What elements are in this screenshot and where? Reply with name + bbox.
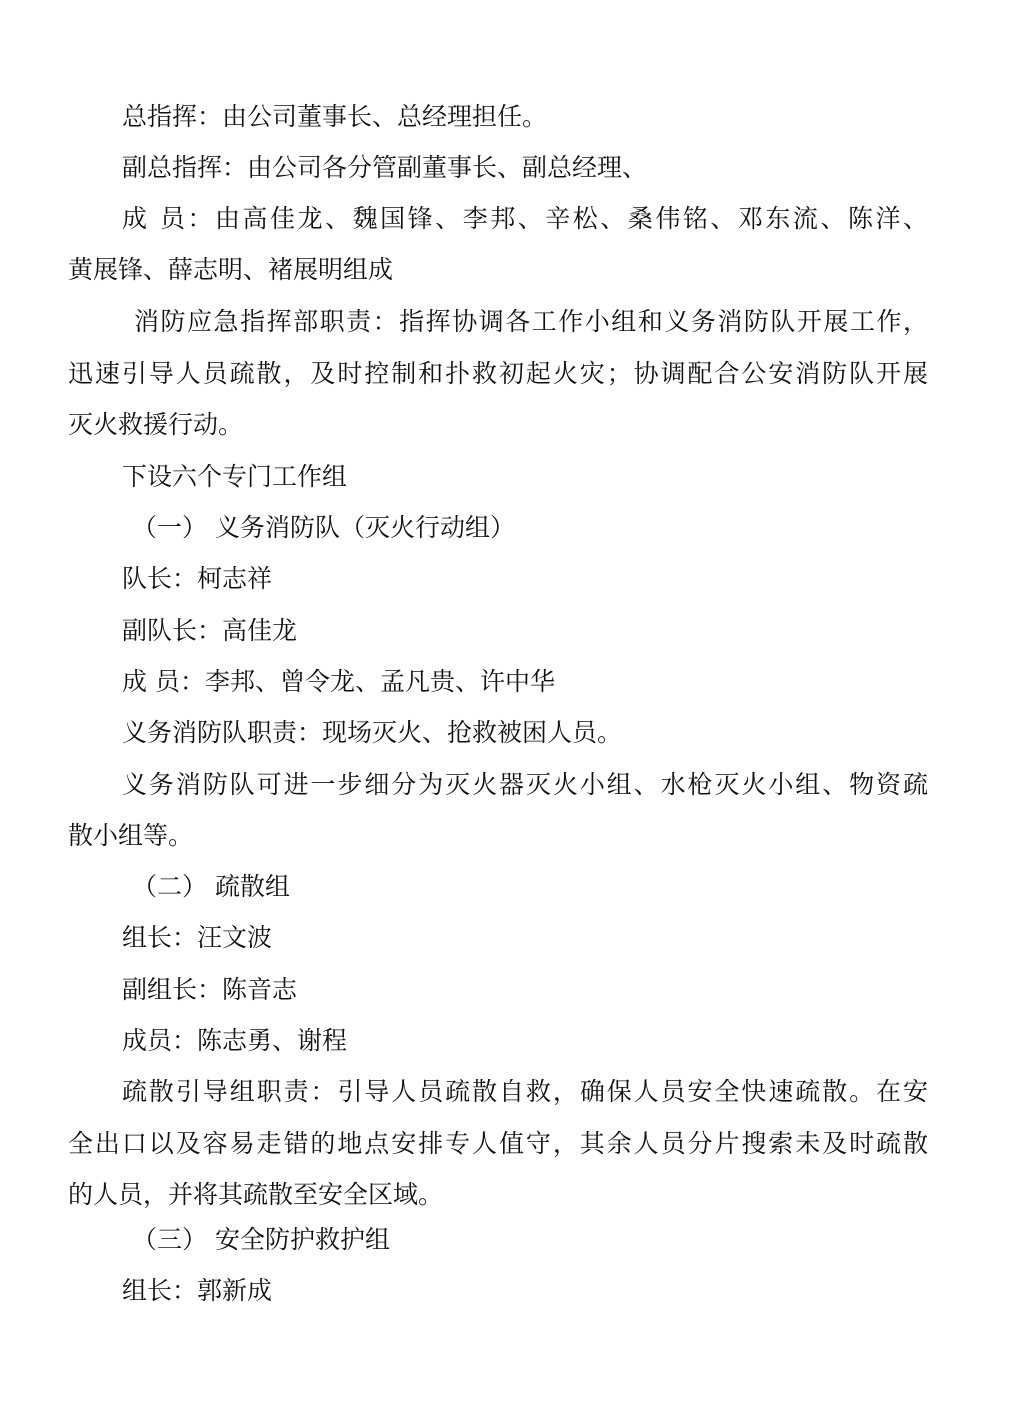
deputy-team-leader-line: 副队长：高佳龙 (122, 616, 298, 645)
duties-paragraph-line-3: 灭火救援行动。 (68, 410, 244, 439)
section-heading-1: （一） 义务消防队（灭火行动组） (132, 513, 515, 542)
safety-leader-line: 组长：郭新成 (122, 1276, 273, 1305)
evacuation-deputy-line: 副组长：陈音志 (122, 975, 298, 1004)
evacuation-duties-line-3: 的人员，并将其疏散至安全区域。 (68, 1180, 444, 1209)
commander-line: 总指挥：由公司董事长、总经理担任。 (122, 102, 548, 131)
team-leader-line: 队长：柯志祥 (122, 564, 273, 593)
duties-paragraph-line-2: 迅速引导人员疏散，及时控制和扑救初起火灾；协调配合公安消防队开展 (68, 359, 928, 388)
members-line: 成 员：由高佳龙、魏国锋、李邦、辛松、桑伟铭、邓东流、陈洋、 (122, 204, 928, 233)
evacuation-duties-line-1: 疏散引导组职责：引导人员疏散自救，确保人员安全快速疏散。在安 (122, 1077, 928, 1106)
section-heading-2: （二） 疏散组 (132, 872, 290, 901)
duties-paragraph-line-1: 消防应急指挥部职责：指挥协调各工作小组和义务消防队开展工作， (134, 307, 928, 336)
evacuation-duties-line-2: 全出口以及容易走错的地点安排专人值守，其余人员分片搜索未及时疏散 (68, 1129, 928, 1158)
team-duties-line: 义务消防队职责：现场灭火、抢救被困人员。 (122, 718, 623, 747)
deputy-commander-line: 副总指挥：由公司各分管副董事长、副总经理、 (122, 153, 648, 182)
team-members-line: 成 员：李邦、曾令龙、孟凡贵、许中华 (122, 667, 555, 696)
evacuation-members-line: 成员：陈志勇、谢程 (122, 1026, 348, 1055)
evacuation-leader-line: 组长：汪文波 (122, 923, 273, 952)
section-heading-3: （三） 安全防护救护组 (132, 1225, 390, 1254)
groups-intro-line: 下设六个专门工作组 (122, 462, 348, 491)
team-subdivision-line-2: 散小组等。 (68, 821, 194, 850)
members-line-continued: 黄展锋、薛志明、褚展明组成 (68, 255, 394, 284)
team-subdivision-line-1: 义务消防队可进一步细分为灭火器灭火小组、水枪灭火小组、物资疏 (122, 770, 928, 799)
